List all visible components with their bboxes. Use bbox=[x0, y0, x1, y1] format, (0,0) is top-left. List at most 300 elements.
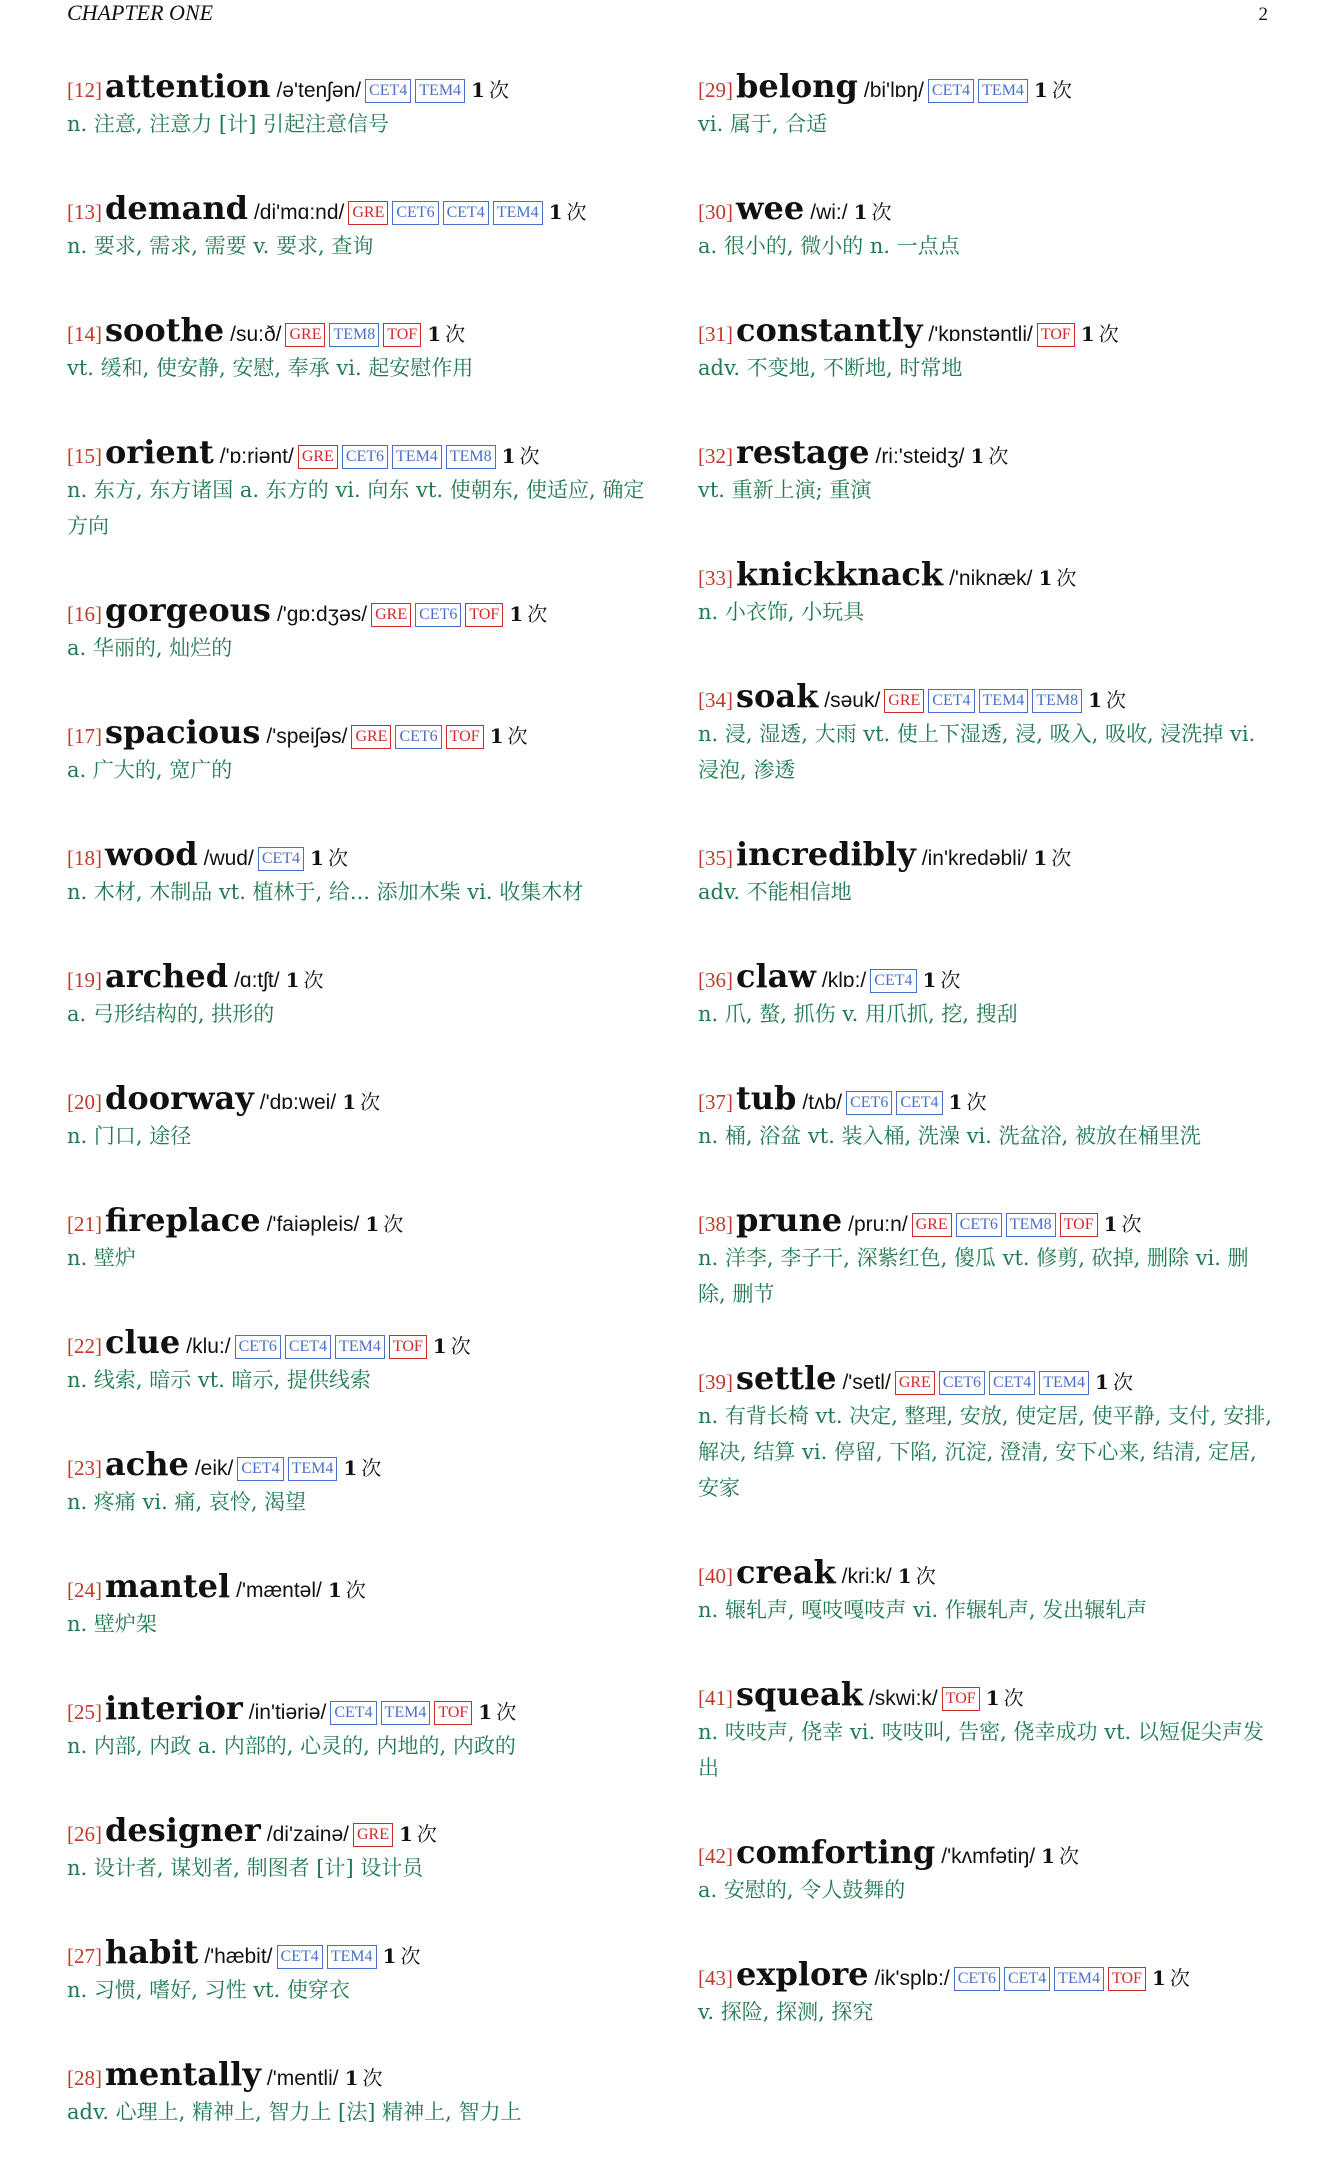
frequency-count: 1 bbox=[509, 602, 524, 626]
phonetic: /'ɒ:riənt/ bbox=[219, 445, 294, 468]
definition: n. 门口, 途径 bbox=[67, 1124, 192, 1148]
headword: soothe bbox=[105, 311, 225, 349]
headword-line bbox=[698, 1552, 1272, 1592]
phonetic: /ə'tenʃən/ bbox=[276, 79, 362, 102]
headword-line bbox=[698, 432, 1272, 472]
frequency-unit: 次 bbox=[416, 1822, 437, 1846]
entry-number: [24] bbox=[67, 1578, 102, 1602]
frequency-count: 1 bbox=[1033, 846, 1048, 870]
entry-number: [41] bbox=[698, 1686, 733, 1710]
exam-tag: TEM4 bbox=[979, 689, 1029, 713]
exam-tag: CET6 bbox=[392, 201, 438, 225]
headword-line bbox=[698, 1674, 1272, 1714]
entry-number: [40] bbox=[698, 1564, 733, 1588]
headword-line bbox=[67, 1688, 647, 1728]
vocab-entry bbox=[67, 1566, 647, 1642]
frequency-count: 1 bbox=[327, 1578, 342, 1602]
phonetic: /'kɒnstəntli/ bbox=[928, 323, 1033, 346]
headword-line bbox=[698, 1200, 1272, 1240]
headword: explore bbox=[736, 1955, 869, 1993]
vocab-entry bbox=[67, 432, 647, 544]
phonetic: /'mæntəl/ bbox=[236, 1579, 322, 1602]
vocab-entry bbox=[67, 1810, 647, 1886]
frequency-unit: 次 bbox=[488, 78, 509, 102]
definition: n. 线索, 暗示 vt. 暗示, 提供线索 bbox=[67, 1368, 371, 1392]
headword: incredibly bbox=[736, 835, 916, 873]
exam-tag: TOF bbox=[1108, 1967, 1146, 1991]
vocab-entry bbox=[698, 676, 1272, 788]
headword: attention bbox=[105, 67, 271, 105]
exam-tag: TOF bbox=[1037, 323, 1075, 347]
headword-line bbox=[67, 1200, 647, 1240]
exam-tag: CET6 bbox=[395, 725, 441, 749]
frequency-unit: 次 bbox=[1056, 566, 1077, 590]
headword: soak bbox=[736, 677, 819, 715]
entry-number: [22] bbox=[67, 1334, 102, 1358]
entry-number: [14] bbox=[67, 322, 102, 346]
headword: fireplace bbox=[105, 1201, 261, 1239]
vocab-entry bbox=[67, 1688, 647, 1764]
exam-tag: CET6 bbox=[235, 1335, 281, 1359]
frequency-count: 1 bbox=[1095, 1370, 1109, 1394]
exam-tag: TOF bbox=[942, 1687, 980, 1711]
frequency-unit: 次 bbox=[527, 602, 548, 626]
frequency-count: 1 bbox=[1151, 1966, 1166, 1990]
frequency-unit: 次 bbox=[871, 200, 892, 224]
page-number: 2 bbox=[1258, 4, 1268, 25]
definition: n. 习惯, 嗜好, 习性 vt. 使穿衣 bbox=[67, 1978, 350, 2002]
frequency-unit: 次 bbox=[988, 444, 1009, 468]
exam-tag: GRE bbox=[884, 689, 924, 713]
definition: n. 内部, 内政 a. 内部的, 心灵的, 内地的, 内政的 bbox=[67, 1734, 516, 1758]
headword-line bbox=[698, 1358, 1272, 1398]
headword-line bbox=[698, 1832, 1272, 1872]
vocab-entry bbox=[698, 432, 1272, 508]
exam-tag: CET6 bbox=[956, 1213, 1002, 1237]
frequency-unit: 次 bbox=[400, 1944, 421, 1968]
headword-line bbox=[698, 188, 1272, 228]
entry-number: [21] bbox=[67, 1212, 102, 1236]
definition: vi. 属于, 合适 bbox=[698, 112, 828, 136]
exam-tag: CET4 bbox=[258, 847, 304, 871]
frequency-count: 1 bbox=[489, 724, 504, 748]
phonetic: /in'tiəriə/ bbox=[248, 1701, 327, 1724]
headword: prune bbox=[736, 1201, 843, 1239]
frequency-unit: 次 bbox=[1051, 846, 1072, 870]
entry-number: [16] bbox=[67, 602, 102, 626]
phonetic: /di'zainə/ bbox=[266, 1823, 349, 1846]
headword-line bbox=[698, 1954, 1272, 1994]
exam-tag: CET4 bbox=[928, 79, 974, 103]
entry-number: [27] bbox=[67, 1944, 102, 1968]
headword: tub bbox=[736, 1079, 797, 1117]
headword: squeak bbox=[736, 1675, 863, 1713]
exam-tag: TEM4 bbox=[392, 445, 442, 469]
phonetic: /'speiʃəs/ bbox=[266, 725, 348, 748]
exam-tag: CET6 bbox=[846, 1091, 892, 1115]
headword: gorgeous bbox=[105, 591, 271, 629]
exam-tag: TOF bbox=[465, 603, 503, 627]
headword: arched bbox=[105, 957, 229, 995]
definition: n. 东方, 东方诸国 a. 东方的 vi. 向东 vt. 使朝东, 使适应, 确定方向 bbox=[67, 478, 645, 538]
exam-tag: TEM4 bbox=[1039, 1371, 1089, 1395]
frequency-count: 1 bbox=[432, 1334, 447, 1358]
frequency-count: 1 bbox=[970, 444, 985, 468]
phonetic: /wi:/ bbox=[810, 201, 848, 224]
definition: adv. 不变地, 不断地, 时常地 bbox=[698, 356, 963, 380]
headword-line bbox=[698, 310, 1272, 350]
frequency-count: 1 bbox=[853, 200, 868, 224]
exam-tag: CET4 bbox=[928, 689, 974, 713]
exam-tag: CET4 bbox=[443, 201, 489, 225]
definition: adv. 不能相信地 bbox=[698, 880, 852, 904]
exam-tag: GRE bbox=[371, 603, 411, 627]
entry-number: [13] bbox=[67, 200, 102, 224]
frequency-count: 1 bbox=[985, 1686, 1000, 1710]
headword: settle bbox=[736, 1359, 837, 1397]
phonetic: /'hæbit/ bbox=[204, 1945, 273, 1968]
entry-number: [23] bbox=[67, 1456, 102, 1480]
headword-line bbox=[67, 2054, 647, 2094]
exam-tag: CET4 bbox=[1004, 1967, 1050, 1991]
frequency-unit: 次 bbox=[1003, 1686, 1024, 1710]
vocab-entry bbox=[698, 834, 1272, 910]
definition: n. 疼痛 vi. 痛, 哀怜, 渴望 bbox=[67, 1490, 307, 1514]
frequency-count: 1 bbox=[548, 200, 563, 224]
exam-tag: TOF bbox=[1060, 1213, 1098, 1237]
vocab-entry bbox=[67, 956, 647, 1032]
entry-number: [33] bbox=[698, 566, 733, 590]
frequency-unit: 次 bbox=[1112, 1370, 1133, 1394]
exam-tag: CET6 bbox=[342, 445, 388, 469]
exam-tag: CET4 bbox=[330, 1701, 376, 1725]
headword-line bbox=[67, 188, 647, 228]
headword: comforting bbox=[736, 1833, 936, 1871]
entry-number: [34] bbox=[698, 688, 733, 712]
frequency-count: 1 bbox=[365, 1212, 380, 1236]
headword: designer bbox=[105, 1811, 261, 1849]
headword-line bbox=[67, 1932, 647, 1972]
exam-tag: TEM8 bbox=[329, 323, 379, 347]
frequency-count: 1 bbox=[399, 1822, 413, 1846]
definition: a. 广大的, 宽广的 bbox=[67, 758, 233, 782]
entry-number: [39] bbox=[698, 1370, 733, 1394]
frequency-count: 1 bbox=[897, 1564, 912, 1588]
headword: constantly bbox=[736, 311, 923, 349]
frequency-count: 1 bbox=[1088, 688, 1102, 712]
definition: n. 浸, 湿透, 大雨 vt. 使上下湿透, 浸, 吸入, 吸收, 浸洗掉 vi. 浸泡, 渗透 bbox=[698, 722, 1256, 782]
headword: knickknack bbox=[736, 555, 944, 593]
headword: restage bbox=[736, 433, 870, 471]
frequency-unit: 次 bbox=[1098, 322, 1119, 346]
headword-line bbox=[67, 590, 647, 630]
headword: spacious bbox=[105, 713, 261, 751]
frequency-unit: 次 bbox=[303, 968, 324, 992]
definition: a. 华丽的, 灿烂的 bbox=[67, 636, 233, 660]
page-header bbox=[67, 0, 1268, 30]
vocab-entry bbox=[67, 1444, 647, 1520]
vocab-entry bbox=[67, 1322, 647, 1398]
headword-line bbox=[67, 1810, 647, 1850]
frequency-count: 1 bbox=[501, 444, 516, 468]
frequency-unit: 次 bbox=[940, 968, 961, 992]
frequency-unit: 次 bbox=[966, 1090, 987, 1114]
entry-number: [26] bbox=[67, 1822, 102, 1846]
exam-tag: TEM4 bbox=[288, 1457, 338, 1481]
vocab-entry bbox=[698, 956, 1272, 1032]
vocab-entry bbox=[698, 1832, 1272, 1908]
frequency-unit: 次 bbox=[345, 1578, 366, 1602]
frequency-unit: 次 bbox=[1106, 688, 1126, 712]
phonetic: /'mentli/ bbox=[266, 2067, 339, 2090]
vocab-entry bbox=[698, 66, 1272, 142]
exam-tag: CET4 bbox=[285, 1335, 331, 1359]
headword: wee bbox=[736, 189, 805, 227]
exam-tag: TEM4 bbox=[381, 1701, 431, 1725]
exam-tag: TEM8 bbox=[1006, 1213, 1056, 1237]
vocab-entry bbox=[67, 66, 647, 142]
headword: belong bbox=[736, 67, 858, 105]
phonetic: /ri:'steidʒ/ bbox=[875, 445, 965, 468]
vocab-entry bbox=[698, 1552, 1272, 1628]
vocab-entry bbox=[67, 1200, 647, 1276]
vocab-entry bbox=[698, 310, 1272, 386]
definition: n. 壁炉架 bbox=[67, 1612, 157, 1636]
entry-number: [28] bbox=[67, 2066, 102, 2090]
definition: a. 弓形结构的, 拱形的 bbox=[67, 1002, 275, 1026]
entry-number: [25] bbox=[67, 1700, 102, 1724]
vocab-entry bbox=[67, 188, 647, 264]
exam-tag: TEM4 bbox=[335, 1335, 385, 1359]
frequency-unit: 次 bbox=[915, 1564, 936, 1588]
phonetic: /kri:k/ bbox=[841, 1565, 892, 1588]
headword-line bbox=[698, 1078, 1272, 1118]
definition: n. 洋李, 李子干, 深紫红色, 傻瓜 vt. 修剪, 砍掉, 删除 vi. 删除, 删节 bbox=[698, 1246, 1249, 1306]
definition: n. 壁炉 bbox=[67, 1246, 136, 1270]
entry-number: [43] bbox=[698, 1966, 733, 1990]
definition: adv. 心理上, 精神上, 智力上 [法] 精神上, 智力上 bbox=[67, 2100, 522, 2124]
exam-tag: TEM4 bbox=[415, 79, 465, 103]
entry-number: [19] bbox=[67, 968, 102, 992]
headword-line bbox=[698, 66, 1272, 106]
exam-tag: TEM4 bbox=[493, 201, 543, 225]
headword: demand bbox=[105, 189, 248, 227]
headword-line bbox=[67, 1566, 647, 1606]
definition: n. 小衣饰, 小玩具 bbox=[698, 600, 865, 624]
definition: n. 有背长椅 vt. 决定, 整理, 安放, 使定居, 使平静, 支付, 安排, 解决, 结算 vi. 停留, 下陷, 沉淀, 澄清, 安下心来, 结清, 定居, 安家 bbox=[698, 1404, 1272, 1500]
phonetic: /eik/ bbox=[194, 1457, 234, 1480]
headword: habit bbox=[105, 1933, 199, 1971]
phonetic: /tʌb/ bbox=[802, 1091, 843, 1114]
definition: v. 探险, 探测, 探究 bbox=[698, 2000, 874, 2024]
definition: n. 吱吱声, 侥幸 vi. 吱吱叫, 告密, 侥幸成功 vt. 以短促尖声发出 bbox=[698, 1720, 1264, 1780]
frequency-count: 1 bbox=[285, 968, 300, 992]
phonetic: /klu:/ bbox=[186, 1335, 231, 1358]
frequency-count: 1 bbox=[342, 1090, 357, 1114]
headword-line bbox=[67, 834, 647, 874]
frequency-unit: 次 bbox=[519, 444, 540, 468]
exam-tag: CET4 bbox=[365, 79, 411, 103]
entry-number: [31] bbox=[698, 322, 733, 346]
headword: wood bbox=[105, 835, 198, 873]
phonetic: /bi'lɒŋ/ bbox=[863, 79, 924, 102]
frequency-count: 1 bbox=[310, 846, 324, 870]
exam-tag: CET6 bbox=[939, 1371, 985, 1395]
headword-line bbox=[698, 956, 1272, 996]
exam-tag: TOF bbox=[383, 323, 421, 347]
phonetic: /wud/ bbox=[203, 847, 254, 870]
entry-number: [42] bbox=[698, 1844, 733, 1868]
exam-tag: TEM4 bbox=[978, 79, 1028, 103]
vocab-entry bbox=[698, 1200, 1272, 1312]
vocab-entry bbox=[67, 834, 647, 910]
entry-number: [15] bbox=[67, 444, 102, 468]
frequency-count: 1 bbox=[1080, 322, 1095, 346]
frequency-unit: 次 bbox=[1059, 1844, 1080, 1868]
vocab-entry bbox=[698, 1078, 1272, 1154]
vocab-entry bbox=[698, 554, 1272, 630]
definition: vt. 重新上演; 重演 bbox=[698, 478, 872, 502]
phonetic: /ik'splɒ:/ bbox=[874, 1967, 950, 1990]
headword: clue bbox=[105, 1323, 181, 1361]
exam-tag: TOF bbox=[389, 1335, 427, 1359]
headword: mentally bbox=[105, 2055, 261, 2093]
phonetic: /pru:n/ bbox=[848, 1213, 908, 1236]
frequency-unit: 次 bbox=[496, 1700, 517, 1724]
frequency-unit: 次 bbox=[566, 200, 587, 224]
frequency-unit: 次 bbox=[507, 724, 528, 748]
phonetic: /skwi:k/ bbox=[868, 1687, 938, 1710]
definition: n. 要求, 需求, 需要 v. 要求, 查询 bbox=[67, 234, 374, 258]
left-column bbox=[67, 66, 647, 2176]
vocab-entry bbox=[67, 1932, 647, 2008]
phonetic: /su:ð/ bbox=[230, 323, 282, 346]
exam-tag: GRE bbox=[298, 445, 338, 469]
headword-line bbox=[67, 66, 647, 106]
entry-number: [30] bbox=[698, 200, 733, 224]
frequency-count: 1 bbox=[382, 1944, 397, 1968]
phonetic: /'kʌmfətiŋ/ bbox=[941, 1845, 1036, 1868]
phonetic: /səuk/ bbox=[824, 689, 881, 712]
frequency-unit: 次 bbox=[1121, 1212, 1142, 1236]
frequency-count: 1 bbox=[1038, 566, 1053, 590]
headword: interior bbox=[105, 1689, 243, 1727]
headword-line bbox=[67, 310, 647, 350]
phonetic: /klɒ:/ bbox=[821, 969, 867, 992]
frequency-unit: 次 bbox=[1169, 1966, 1190, 1990]
phonetic: /'niknæk/ bbox=[949, 567, 1033, 590]
exam-tag: CET4 bbox=[277, 1945, 323, 1969]
entry-number: [35] bbox=[698, 846, 733, 870]
exam-tag: GRE bbox=[912, 1213, 952, 1237]
phonetic: /'setl/ bbox=[842, 1371, 891, 1394]
headword: doorway bbox=[105, 1079, 254, 1117]
headword-line bbox=[67, 956, 647, 996]
headword-line bbox=[67, 1322, 647, 1362]
frequency-unit: 次 bbox=[361, 1456, 382, 1480]
definition: vt. 缓和, 使安静, 安慰, 奉承 vi. 起安慰作用 bbox=[67, 356, 474, 380]
exam-tag: CET4 bbox=[896, 1091, 942, 1115]
exam-tag: TOF bbox=[434, 1701, 472, 1725]
frequency-unit: 次 bbox=[327, 846, 348, 870]
right-column bbox=[698, 66, 1272, 2076]
frequency-count: 1 bbox=[1103, 1212, 1118, 1236]
vocab-entry bbox=[67, 590, 647, 666]
phonetic: /'faiəpleis/ bbox=[266, 1213, 360, 1236]
entry-number: [29] bbox=[698, 78, 733, 102]
frequency-count: 1 bbox=[344, 2066, 359, 2090]
frequency-count: 1 bbox=[343, 1456, 358, 1480]
definition: a. 安慰的, 令人鼓舞的 bbox=[698, 1878, 906, 1902]
definition: n. 设计者, 谋划者, 制图者 [计] 设计员 bbox=[67, 1856, 424, 1880]
exam-tag: CET4 bbox=[989, 1371, 1035, 1395]
exam-tag: TEM8 bbox=[1032, 689, 1082, 713]
headword: orient bbox=[105, 433, 214, 471]
headword: ache bbox=[105, 1445, 189, 1483]
phonetic: /'dɒ:wei/ bbox=[259, 1091, 337, 1114]
vocab-entry bbox=[698, 1674, 1272, 1786]
frequency-count: 1 bbox=[1041, 1844, 1056, 1868]
chapter-title: CHAPTER ONE bbox=[67, 0, 214, 25]
exam-tag: GRE bbox=[285, 323, 325, 347]
vocab-entry bbox=[67, 310, 647, 386]
entry-number: [12] bbox=[67, 78, 102, 102]
frequency-unit: 次 bbox=[450, 1334, 471, 1358]
frequency-unit: 次 bbox=[1051, 78, 1072, 102]
headword-line bbox=[698, 554, 1272, 594]
headword-line bbox=[67, 1078, 647, 1118]
frequency-unit: 次 bbox=[360, 1090, 381, 1114]
vocab-entry bbox=[67, 2054, 647, 2130]
headword: creak bbox=[736, 1553, 836, 1591]
headword-line bbox=[698, 834, 1272, 874]
phonetic: /ɑ:tʃt/ bbox=[234, 969, 280, 992]
exam-tag: TEM4 bbox=[1054, 1967, 1104, 1991]
definition: n. 爪, 螯, 抓伤 v. 用爪抓, 挖, 搜刮 bbox=[698, 1002, 1018, 1026]
vocab-entry bbox=[698, 1358, 1272, 1506]
exam-tag: CET6 bbox=[954, 1967, 1000, 1991]
exam-tag: TEM8 bbox=[446, 445, 496, 469]
headword: mantel bbox=[105, 1567, 231, 1605]
exam-tag: CET6 bbox=[415, 603, 461, 627]
vocab-entry bbox=[698, 188, 1272, 264]
definition: n. 辗轧声, 嘎吱嘎吱声 vi. 作辗轧声, 发出辗轧声 bbox=[698, 1598, 1148, 1622]
headword-line bbox=[67, 712, 647, 752]
frequency-count: 1 bbox=[922, 968, 937, 992]
entry-number: [17] bbox=[67, 724, 102, 748]
headword-line bbox=[698, 676, 1272, 716]
headword-line bbox=[67, 1444, 647, 1484]
frequency-count: 1 bbox=[478, 1700, 493, 1724]
definition: n. 木材, 木制品 vt. 植林于, 给... 添加木柴 vi. 收集木材 bbox=[67, 880, 584, 904]
definition: n. 注意, 注意力 [计] 引起注意信号 bbox=[67, 112, 389, 136]
vocab-entry bbox=[67, 1078, 647, 1154]
frequency-count: 1 bbox=[1033, 78, 1048, 102]
phonetic: /in'kredəbli/ bbox=[921, 847, 1028, 870]
entry-number: [32] bbox=[698, 444, 733, 468]
entry-number: [18] bbox=[67, 846, 102, 870]
frequency-count: 1 bbox=[427, 322, 442, 346]
exam-tag: TOF bbox=[446, 725, 484, 749]
exam-tag: TEM4 bbox=[327, 1945, 377, 1969]
frequency-unit: 次 bbox=[445, 322, 466, 346]
vocab-entry bbox=[698, 1954, 1272, 2030]
entry-number: [36] bbox=[698, 968, 733, 992]
entry-number: [37] bbox=[698, 1090, 733, 1114]
definition: n. 桶, 浴盆 vt. 装入桶, 洗澡 vi. 洗盆浴, 被放在桶里洗 bbox=[698, 1124, 1201, 1148]
frequency-unit: 次 bbox=[362, 2066, 383, 2090]
exam-tag: GRE bbox=[895, 1371, 935, 1395]
